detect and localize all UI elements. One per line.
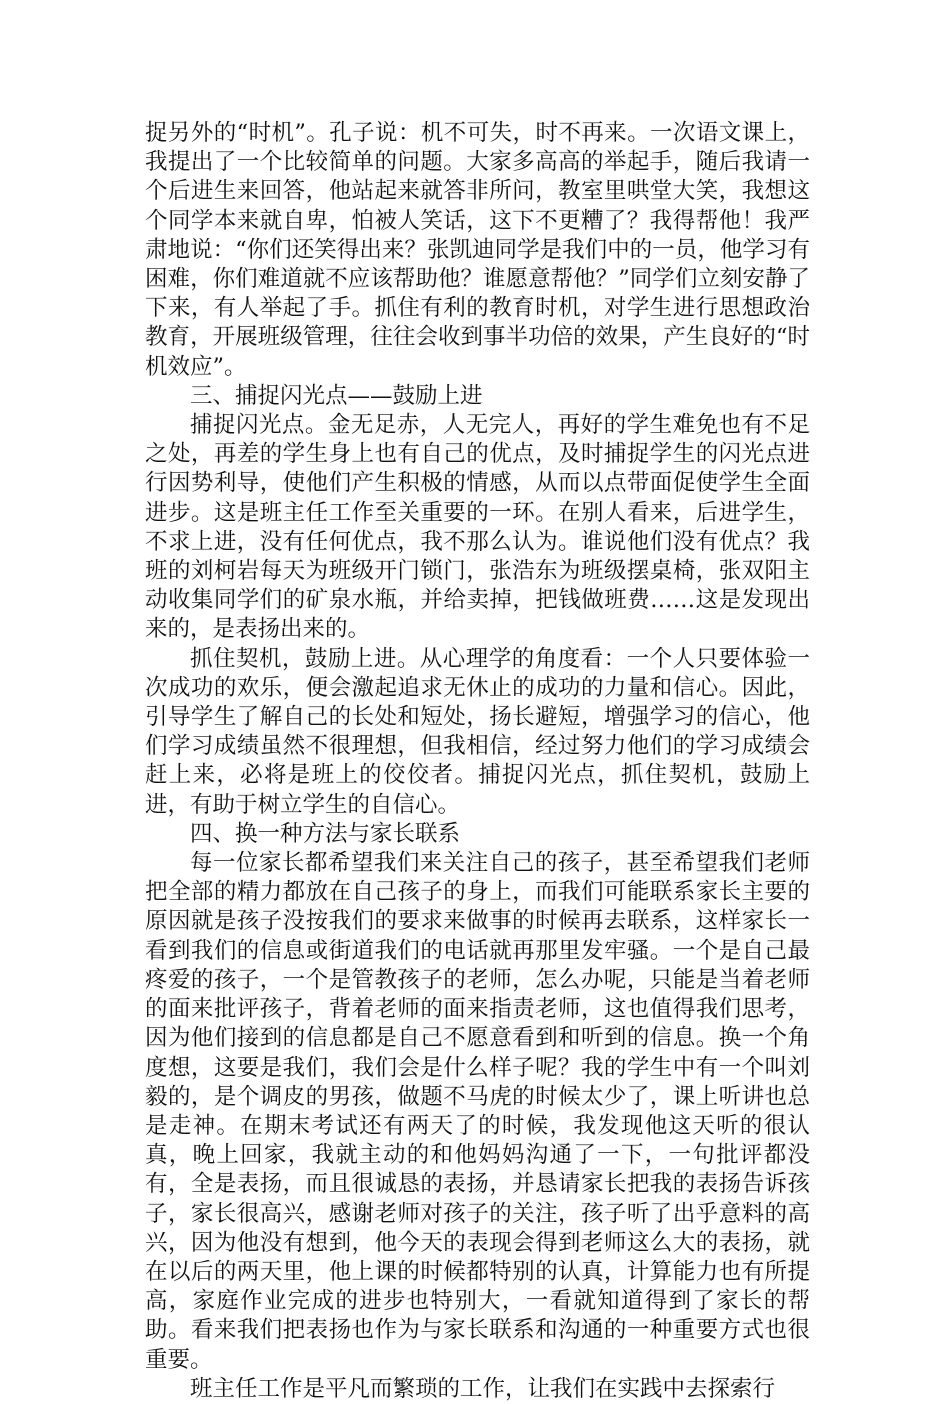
document-body (145, 119, 810, 1404)
paragraph-timing-effect: 捉另外的“时机”。孔子说：机不可失，时不再来。一次语文课上，我提出了一个比较简单的问题。大家多高高的举起手，随后我请一个后进生来回答，他站起来就答非所问，教室里哄堂大笑，我想这个同学本来就自卑，怕被人笑话，这下不更糟了？我得帮他！我严肃地说：“你们还笑得出来？张凯迪同学是我们中的一员，他学习有困难，你们难道就不应该帮助他？谁愿意帮他？”同学们立刻安静了下来，有人举起了手。抓住有利的教育时机，对学生进行思想政治教育，开展班级管理，往往会收到事半功倍的效果，产生良好的“时机效应”。 (145, 120, 810, 380)
paragraph-seize-opportunity: 抓住契机，鼓励上进。从心理学的角度看：一个人只要体验一次成功的欢乐，便会激起追求无休止的成功的力量和信心。因此，引导学生了解自己的长处和短处，扬长避短，增强学习的信心，他们学习成绩虽然不很理想，但我相信，经过努力他们的学习成绩会赶上来，必将是班上的佼佼者。捕捉闪光点，抓住契机，鼓励上进，有助于树立学生的自信心。 (145, 645, 810, 818)
paragraph-capture-highlights: 捕捉闪光点。金无足赤，人无完人，再好的学生难免也有不足之处，再差的学生身上也有自己的优点，及时捕捉学生的闪光点进行因势利导，使他们产生积极的情感，从而以点带面促使学生全面进步。这是班主任工作至关重要的一环。在别人看来，后进学生，不求上进，没有任何优点，我不那么认为。谁说他们没有优点？我班的刘柯岩每天为班级开门锁门，张浩东为班级摆桌椅，张双阳主动收集同学们的矿泉水瓶，并给卖掉，把钱做班费……这是发现出来的，是表扬出来的。 (145, 412, 810, 643)
section-heading-four: 四、换一种方法与家长联系 (190, 820, 461, 847)
paragraph-parent-contact: 每一位家长都希望我们来关注自己的孩子，甚至希望我们老师把全部的精力都放在自己孩子的身上，而我们可能联系家长主要的原因就是孩子没按我们的要求来做事的时候再去联系，这样家长一看到我们的信息或街道我们的电话就再那里发牢骚。一个是自己最疼爱的孩子，一个是管教孩子的老师，怎么办呢，只能是当着老师的面来批评孩子，背着老师的面来指责老师，这也值得我们思考，因为他们接到的信息都是自己不愿意看到和听到的信息。换一个角度想，这要是我们，我们会是什么样子呢？我的学生中有一个叫刘毅的，是个调皮的男孩，做题不马虎的时候太少了，课上听讲也总是走神。在期末考试还有两天了的时候，我发现他这天听的很认真，晚上回家，我就主动的和他妈妈沟通了一下，一句批评都没有，全是表扬，而且很诚恳的表扬，并恳请家长把我的表扬告诉孩子，家长很高兴，感谢老师对孩子的关注，孩子听了出乎意料的高兴，因为他没有想到，他今天的表现会得到老师这么大的表扬，就在以后的两天里，他上课的时候都特别的认真，计算能力也有所提高，家庭作业完成的进步也特别大，一看就知道得到了家长的帮助。看来我们把表扬也作为与家长联系和沟通的一种重要方式也很重要。 (145, 850, 810, 1373)
paragraph-conclusion-start: 班主任工作是平凡而繁琐的工作，让我们在实践中去探索行 (190, 1375, 776, 1402)
section-heading-three: 三、捕捉闪光点——鼓励上进 (190, 382, 483, 409)
